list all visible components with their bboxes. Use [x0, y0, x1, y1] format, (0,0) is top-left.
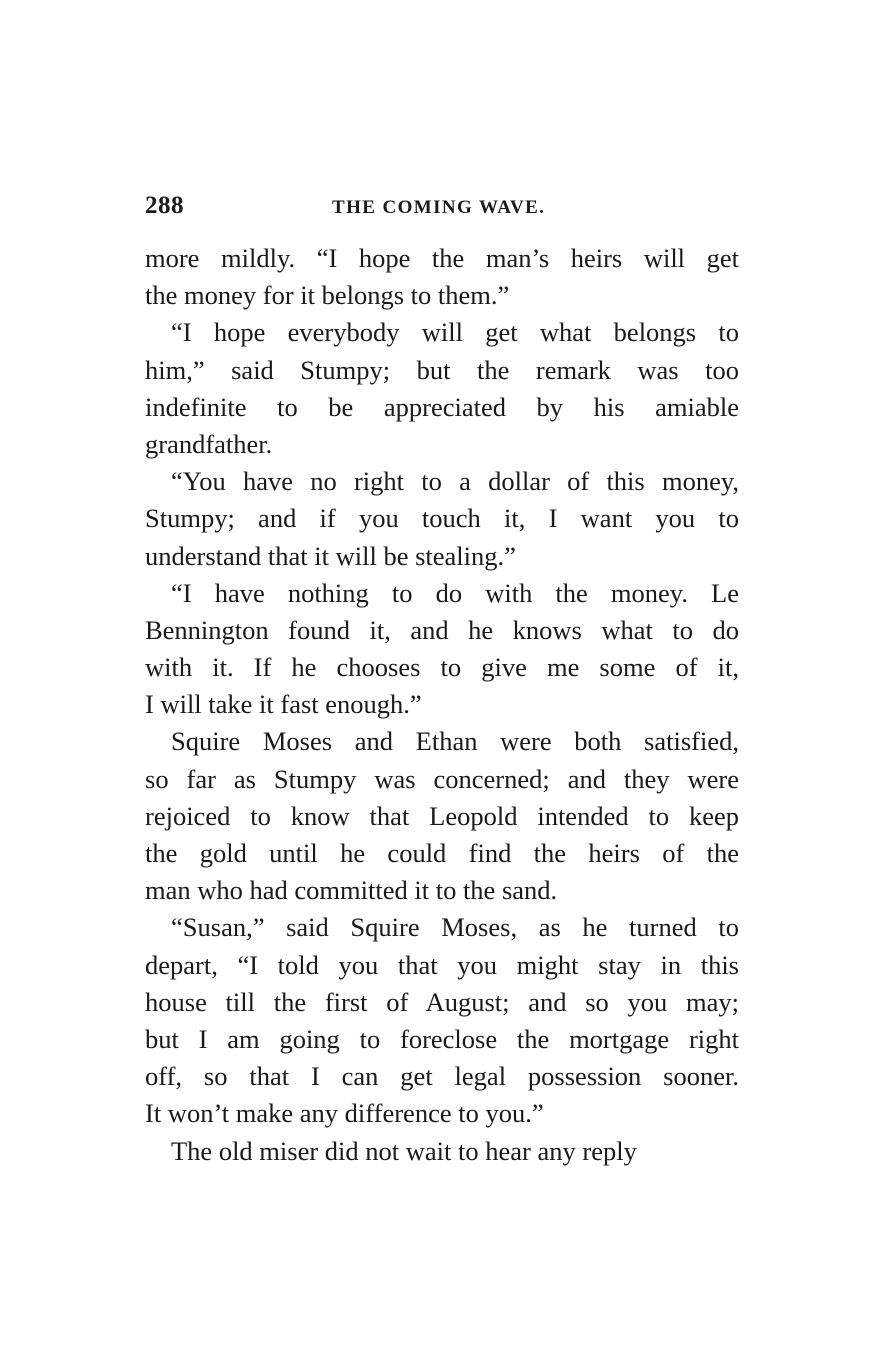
- text-line: Stumpy; and if you touch it, I want you to: [145, 503, 739, 534]
- text-line: but I am going to foreclose the mortgage right: [145, 1023, 739, 1054]
- text-line: the money for it belongs to them.”: [145, 280, 510, 311]
- text-line: him,” said Stumpy; but the remark was too: [145, 354, 739, 385]
- text-line: “I hope everybody will get what belongs to: [171, 317, 739, 348]
- text-line: “Susan,” said Squire Moses, as he turned to: [171, 912, 739, 943]
- text-line: indefinite to be appreciated by his amiable: [145, 391, 739, 422]
- text-line: Squire Moses and Ethan were both satisfied,: [171, 726, 739, 757]
- text-line: the gold until he could find the heirs of the: [145, 838, 739, 868]
- text-line: The old miser did not wait to hear any reply: [171, 1135, 637, 1166]
- text-line: with it. If he chooses to give me some of it,: [145, 652, 739, 683]
- text-line: rejoiced to know that Leopold intended to keep: [145, 800, 739, 831]
- text-line: “You have no right to a dollar of this money,: [171, 466, 739, 497]
- text-line: house till the first of August; and so you may;: [145, 986, 739, 1017]
- text-line: grandfather.: [145, 428, 273, 459]
- page-number: 288: [145, 192, 184, 219]
- text-line: I will take it fast enough.”: [145, 689, 422, 720]
- text-line: “I have nothing to do with the money. Le: [171, 577, 739, 608]
- running-head: [145, 192, 737, 222]
- running-title: THE COMING WAVE.: [332, 197, 546, 218]
- text-line: It won’t make any difference to you.”: [145, 1098, 544, 1129]
- text-line: depart, “I told you that you might stay in this: [145, 949, 739, 980]
- body-text: [145, 240, 739, 1170]
- text-line: understand that it will be stealing.”: [145, 540, 516, 571]
- text-line: more mildly. “I hope the man’s heirs will get: [145, 243, 739, 273]
- text-line: Bennington found it, and he knows what to do: [145, 614, 739, 645]
- text-line: man who had committed it to the sand.: [145, 875, 558, 906]
- text-line: off, so that I can get legal possession sooner.: [145, 1061, 739, 1092]
- text-line: so far as Stumpy was concerned; and they were: [145, 763, 739, 794]
